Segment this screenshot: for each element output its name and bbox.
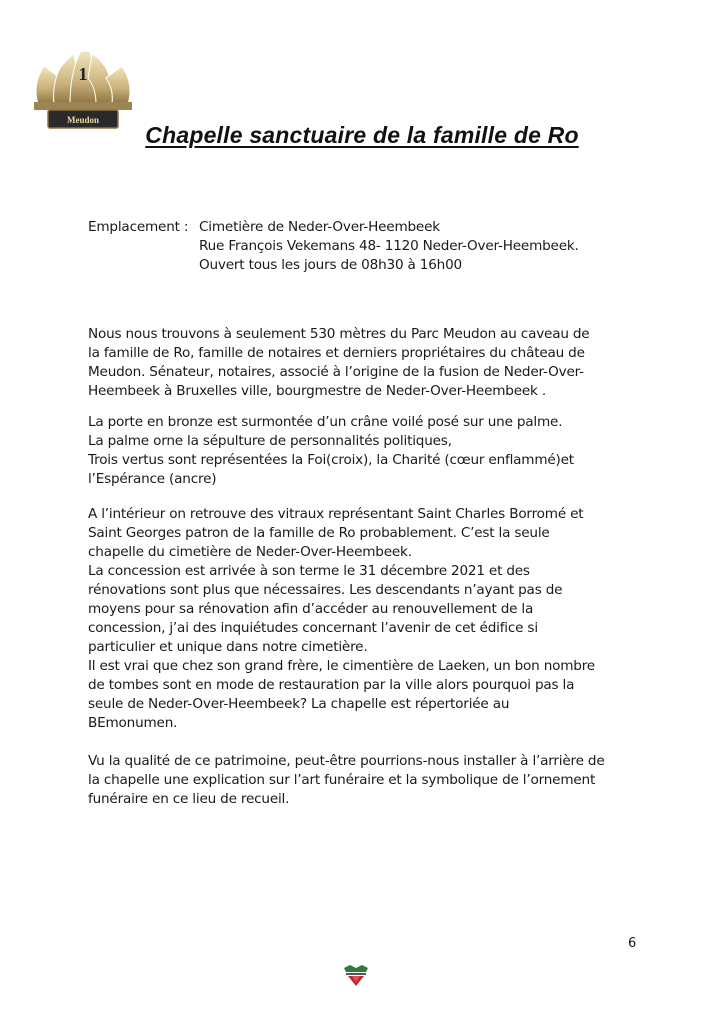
text-line: La concession est arrivée à son terme le 31 décembre 2021 et des: [88, 563, 530, 579]
page-title: Chapelle sanctuaire de la famille de Ro: [145, 122, 579, 148]
text-line: de tombes sont en mode de restauration par la ville alors pourquoi pas la: [88, 677, 575, 693]
text-line: A l’intérieur on retrouve des vitraux représentant Saint Charles Borromé et: [88, 506, 584, 522]
paragraph-door: [88, 413, 648, 489]
footer-crest-icon: [340, 962, 372, 988]
logo-label: Meudon: [66, 115, 100, 125]
text-line: la chapelle une explication sur l’art funéraire et la symbolique de l’ornement: [88, 772, 596, 788]
text-line: Nous nous trouvons à seulement 530 mètres du Parc Meudon au caveau de: [88, 326, 590, 342]
location-line: Cimetière de Neder-Over-Heembeek: [199, 219, 440, 235]
paragraph-intro: [88, 325, 648, 401]
text-line: Saint Georges patron de la famille de Ro probablement. C’est la seule: [88, 525, 550, 541]
text-line: Il est vrai que chez son grand frère, le cimentière de Laeken, un bon nombre: [88, 658, 595, 674]
logo-number: 1: [78, 64, 88, 84]
text-line: funéraire en ce lieu de recueil.: [88, 791, 290, 807]
text-line: chapelle du cimetière de Neder-Over-Heembeek.: [88, 544, 412, 560]
text-line: l’Espérance (ancre): [88, 471, 217, 487]
location-label: Emplacement :: [88, 219, 189, 235]
text-line: Meudon. Sénateur, notaires, associé à l’origine de la fusion de Neder-Over-: [88, 364, 584, 380]
location-block: [88, 218, 648, 275]
paragraph-conclusion: [88, 752, 648, 809]
text-line: La palme orne la sépulture de personnalités politiques,: [88, 433, 452, 449]
text-line: BEmonumen.: [88, 715, 178, 731]
text-line: Vu la qualité de ce patrimoine, peut-être pourrions-nous installer à l’arrière de: [88, 753, 605, 769]
paragraph-interior: [88, 505, 648, 733]
location-line: Ouvert tous les jours de 08h30 à 16h00: [199, 257, 462, 273]
text-line: seule de Neder-Over-Heembeek? La chapelle est répertoriée au: [88, 696, 510, 712]
text-line: moyens pour sa rénovation afin d’accéder au renouvellement de la: [88, 601, 534, 617]
text-line: Trois vertus sont représentées la Foi(croix), la Charité (cœur enflammé)et: [88, 452, 574, 468]
text-line: la famille de Ro, famille de notaires et derniers propriétaires du château de: [88, 345, 585, 361]
page-number: 6: [628, 936, 637, 951]
text-line: concession, j’ai des inquiétudes concernant l’avenir de cet édifice si: [88, 620, 538, 636]
text-line: La porte en bronze est surmontée d’un crâne voilé posé sur une palme.: [88, 414, 563, 430]
text-line: rénovations sont plus que nécessaires. Les descendants n’ayant pas de: [88, 582, 563, 598]
text-line: Heembeek à Bruxelles ville, bourgmestre de Neder-Over-Heembeek .: [88, 383, 546, 399]
text-line: particulier et unique dans notre cimetière.: [88, 639, 368, 655]
location-line: Rue François Vekemans 48- 1120 Neder-Over-Heembeek.: [199, 238, 579, 254]
